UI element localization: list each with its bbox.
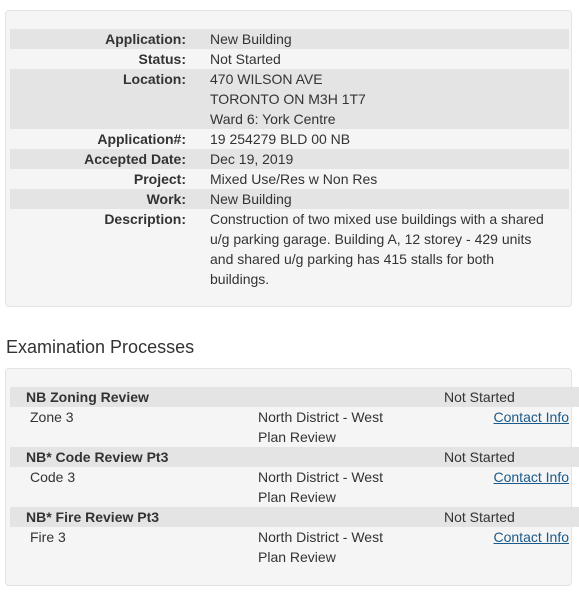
process-zone: Zone 3 bbox=[30, 409, 74, 425]
detail-row bbox=[10, 149, 569, 169]
process-name: NB* Code Review Pt3 bbox=[10, 447, 258, 467]
process-detail-row bbox=[10, 467, 579, 507]
detail-row bbox=[10, 69, 569, 129]
detail-value bbox=[210, 129, 569, 149]
process-detail-row bbox=[10, 407, 579, 447]
process-district-line: North District - West bbox=[258, 469, 383, 485]
detail-value-line: Construction of two mixed use buildings with a shared bbox=[210, 211, 544, 227]
examination-processes-table bbox=[10, 387, 579, 567]
detail-label: Application: bbox=[10, 29, 210, 49]
contact-info-link[interactable]: Contact Info bbox=[493, 529, 569, 545]
detail-value bbox=[210, 209, 569, 289]
detail-value-line: and shared u/g parking has 415 stalls for both bbox=[210, 251, 495, 267]
process-zone: Code 3 bbox=[30, 469, 76, 485]
detail-value-line: TORONTO ON M3H 1T7 bbox=[210, 91, 366, 107]
detail-label: Project: bbox=[133, 171, 186, 187]
process-name: NB Zoning Review bbox=[10, 387, 258, 407]
detail-value-line: New Building bbox=[210, 31, 292, 47]
application-details-table bbox=[10, 29, 569, 289]
process-district-line: North District - West bbox=[258, 409, 383, 425]
detail-row bbox=[10, 49, 569, 69]
detail-value-line: 19 254279 BLD 00 NB bbox=[210, 131, 351, 147]
process-contact-cell bbox=[444, 407, 579, 447]
detail-row bbox=[10, 169, 569, 189]
detail-value bbox=[210, 29, 569, 49]
detail-value-line: New Building bbox=[210, 191, 292, 207]
process-status: Not Started bbox=[444, 387, 579, 407]
detail-value bbox=[210, 69, 569, 129]
process-contact-cell bbox=[444, 467, 579, 507]
process-district-line: Plan Review bbox=[258, 549, 336, 565]
contact-info-link[interactable]: Contact Info bbox=[493, 469, 569, 485]
process-district-line: Plan Review bbox=[258, 429, 336, 445]
detail-label: Work: bbox=[10, 189, 210, 209]
process-detail-row bbox=[10, 527, 579, 567]
process-district-line: North District - West bbox=[258, 529, 383, 545]
examination-processes-panel bbox=[5, 368, 572, 586]
detail-label: Description: bbox=[104, 211, 186, 227]
detail-label: Status: bbox=[138, 51, 186, 67]
contact-info-link[interactable]: Contact Info bbox=[493, 409, 569, 425]
detail-value-line: buildings. bbox=[210, 271, 270, 287]
process-zone: Fire 3 bbox=[30, 529, 66, 545]
process-spacer bbox=[258, 387, 444, 407]
detail-value-line: 470 WILSON AVE bbox=[210, 71, 323, 87]
detail-label: Accepted Date: bbox=[10, 149, 210, 169]
process-spacer bbox=[258, 447, 444, 467]
process-status: Not Started bbox=[444, 447, 579, 467]
detail-value-line: Not Started bbox=[210, 51, 281, 67]
process-district bbox=[258, 527, 444, 567]
detail-value bbox=[210, 169, 569, 189]
process-name: NB* Fire Review Pt3 bbox=[10, 507, 258, 527]
detail-row bbox=[10, 209, 569, 289]
process-spacer bbox=[258, 507, 444, 527]
detail-value bbox=[210, 189, 569, 209]
process-header-row bbox=[10, 507, 579, 527]
detail-value bbox=[210, 149, 569, 169]
process-district bbox=[258, 407, 444, 447]
detail-label: Location: bbox=[10, 69, 210, 129]
detail-row bbox=[10, 129, 569, 149]
detail-row bbox=[10, 29, 569, 49]
application-details-panel bbox=[5, 10, 572, 307]
detail-label: Application#: bbox=[97, 131, 186, 147]
process-header-row bbox=[10, 447, 579, 467]
detail-row bbox=[10, 189, 569, 209]
process-contact-cell bbox=[444, 527, 579, 567]
process-district-line: Plan Review bbox=[258, 489, 336, 505]
detail-value bbox=[210, 49, 569, 69]
process-status: Not Started bbox=[444, 507, 579, 527]
detail-value-line: Ward 6: York Centre bbox=[210, 111, 336, 127]
detail-value-line: u/g parking garage. Building A, 12 storey - 429 units bbox=[210, 231, 532, 247]
process-district bbox=[258, 467, 444, 507]
process-header-row bbox=[10, 387, 579, 407]
detail-value-line: Mixed Use/Res w Non Res bbox=[210, 171, 378, 187]
examination-processes-heading: Examination Processes bbox=[6, 337, 195, 357]
detail-value-line: Dec 19, 2019 bbox=[210, 151, 294, 167]
